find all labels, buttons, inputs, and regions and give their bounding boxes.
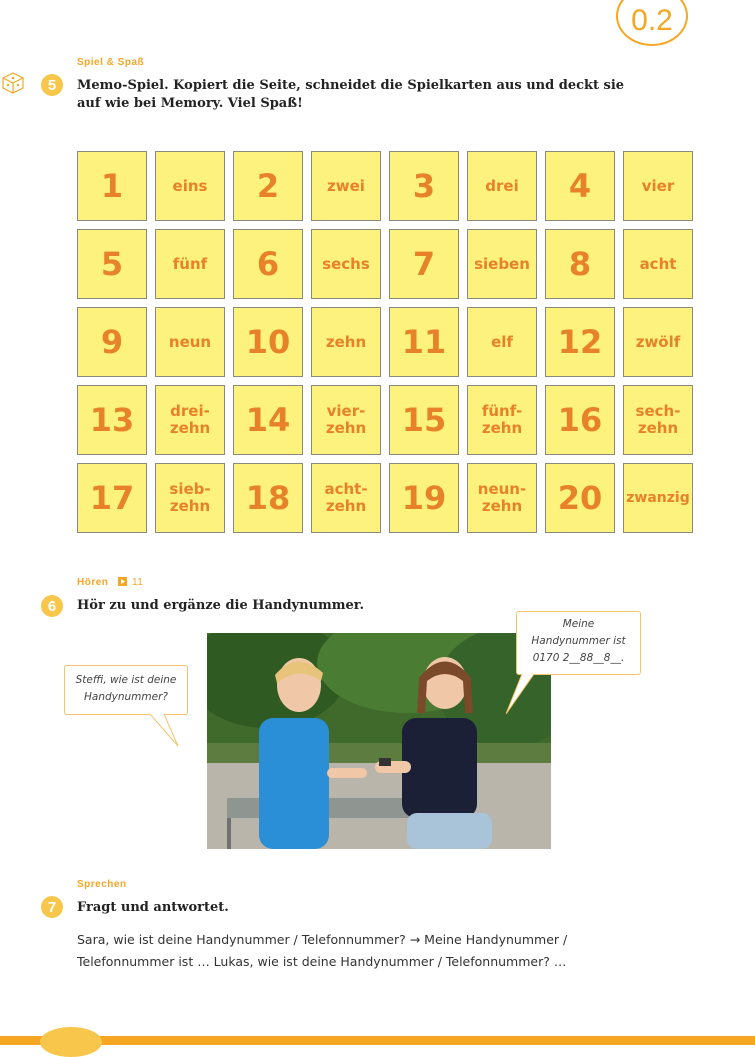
card-word[interactable]: sech- zehn bbox=[623, 385, 693, 455]
task-7-example-dialogue bbox=[77, 929, 697, 973]
task-number-5: 5 bbox=[41, 74, 63, 96]
card-word[interactable]: neun- zehn bbox=[467, 463, 537, 533]
dialogue-line-1: Sara, wie ist deine Handynummer / Telefonnummer? → Meine Handynummer / bbox=[77, 932, 568, 947]
unit-badge: 0.2 bbox=[616, 0, 688, 46]
card-number[interactable]: 5 bbox=[77, 229, 147, 299]
card-word[interactable]: fünf bbox=[155, 229, 225, 299]
card-number[interactable]: 15 bbox=[389, 385, 459, 455]
speech-bubble-question bbox=[64, 665, 188, 715]
speech-bubble-tail bbox=[150, 714, 180, 748]
card-number[interactable]: 3 bbox=[389, 151, 459, 221]
bubble-question-line-1: Steffi, wie ist deine bbox=[75, 674, 177, 686]
phone-number-gap-fill[interactable]: 0170 2__88__8__. bbox=[532, 652, 625, 664]
card-number[interactable]: 16 bbox=[545, 385, 615, 455]
card-word[interactable]: zwanzig bbox=[623, 463, 693, 533]
dice-icon bbox=[0, 70, 26, 96]
task-5-line-2: auf wie bei Memory. Viel Spaß! bbox=[77, 96, 303, 111]
card-number[interactable]: 11 bbox=[389, 307, 459, 377]
bubble-answer-line-2: Handynummer ist bbox=[531, 635, 626, 647]
card-word[interactable]: sieben bbox=[467, 229, 537, 299]
section-label-hoeren-text: Hören bbox=[77, 577, 109, 588]
task-5-instruction bbox=[77, 77, 624, 113]
card-number[interactable]: 13 bbox=[77, 385, 147, 455]
photo-teens-with-phones bbox=[207, 633, 551, 849]
card-word[interactable]: eins bbox=[155, 151, 225, 221]
card-number[interactable]: 14 bbox=[233, 385, 303, 455]
memory-card-grid bbox=[77, 151, 691, 537]
card-word[interactable]: elf bbox=[467, 307, 537, 377]
card-word[interactable]: zwei bbox=[311, 151, 381, 221]
speech-bubble-answer bbox=[516, 611, 641, 675]
card-number[interactable]: 9 bbox=[77, 307, 147, 377]
card-number[interactable]: 17 bbox=[77, 463, 147, 533]
card-word[interactable]: drei bbox=[467, 151, 537, 221]
speech-bubble-tail bbox=[506, 674, 536, 716]
card-number[interactable]: 12 bbox=[545, 307, 615, 377]
card-number[interactable]: 18 bbox=[233, 463, 303, 533]
card-word[interactable]: vier bbox=[623, 151, 693, 221]
section-label-hoeren bbox=[77, 576, 143, 588]
card-word[interactable]: drei- zehn bbox=[155, 385, 225, 455]
section-label-spiel: Spiel & Spaß bbox=[77, 57, 145, 68]
card-number[interactable]: 6 bbox=[233, 229, 303, 299]
audio-track-icon[interactable] bbox=[118, 577, 127, 586]
card-word[interactable]: zwölf bbox=[623, 307, 693, 377]
card-number[interactable]: 1 bbox=[77, 151, 147, 221]
card-number[interactable]: 2 bbox=[233, 151, 303, 221]
card-number[interactable]: 7 bbox=[389, 229, 459, 299]
card-number[interactable]: 4 bbox=[545, 151, 615, 221]
card-number[interactable]: 19 bbox=[389, 463, 459, 533]
card-number[interactable]: 10 bbox=[233, 307, 303, 377]
task-number-7: 7 bbox=[41, 896, 63, 918]
card-word[interactable]: fünf- zehn bbox=[467, 385, 537, 455]
card-number[interactable]: 20 bbox=[545, 463, 615, 533]
task-6-instruction: Hör zu und ergänze die Handynummer. bbox=[77, 598, 364, 613]
card-word[interactable]: neun bbox=[155, 307, 225, 377]
bubble-question-line-2: Handynummer? bbox=[84, 691, 168, 703]
card-number[interactable]: 8 bbox=[545, 229, 615, 299]
card-word[interactable]: acht bbox=[623, 229, 693, 299]
footer-bar bbox=[0, 1036, 755, 1045]
audio-track-number: 11 bbox=[131, 577, 144, 588]
dialogue-line-2: Telefonnummer ist … Lukas, wie ist deine Handynummer / Telefonnummer? … bbox=[77, 954, 567, 969]
page-number-badge bbox=[40, 1027, 102, 1057]
card-word[interactable]: sechs bbox=[311, 229, 381, 299]
task-7-instruction: Fragt und antwortet. bbox=[77, 900, 229, 915]
task-5-line-1: Memo-Spiel. Kopiert die Seite, schneidet die Spielkarten aus und deckt sie bbox=[77, 78, 625, 93]
bubble-answer-line-1: Meine bbox=[562, 618, 595, 630]
card-word[interactable]: vier- zehn bbox=[311, 385, 381, 455]
task-number-6: 6 bbox=[41, 595, 63, 617]
section-label-sprechen: Sprechen bbox=[77, 879, 127, 890]
card-word[interactable]: sieb- zehn bbox=[155, 463, 225, 533]
card-word[interactable]: acht- zehn bbox=[311, 463, 381, 533]
card-word[interactable]: zehn bbox=[311, 307, 381, 377]
